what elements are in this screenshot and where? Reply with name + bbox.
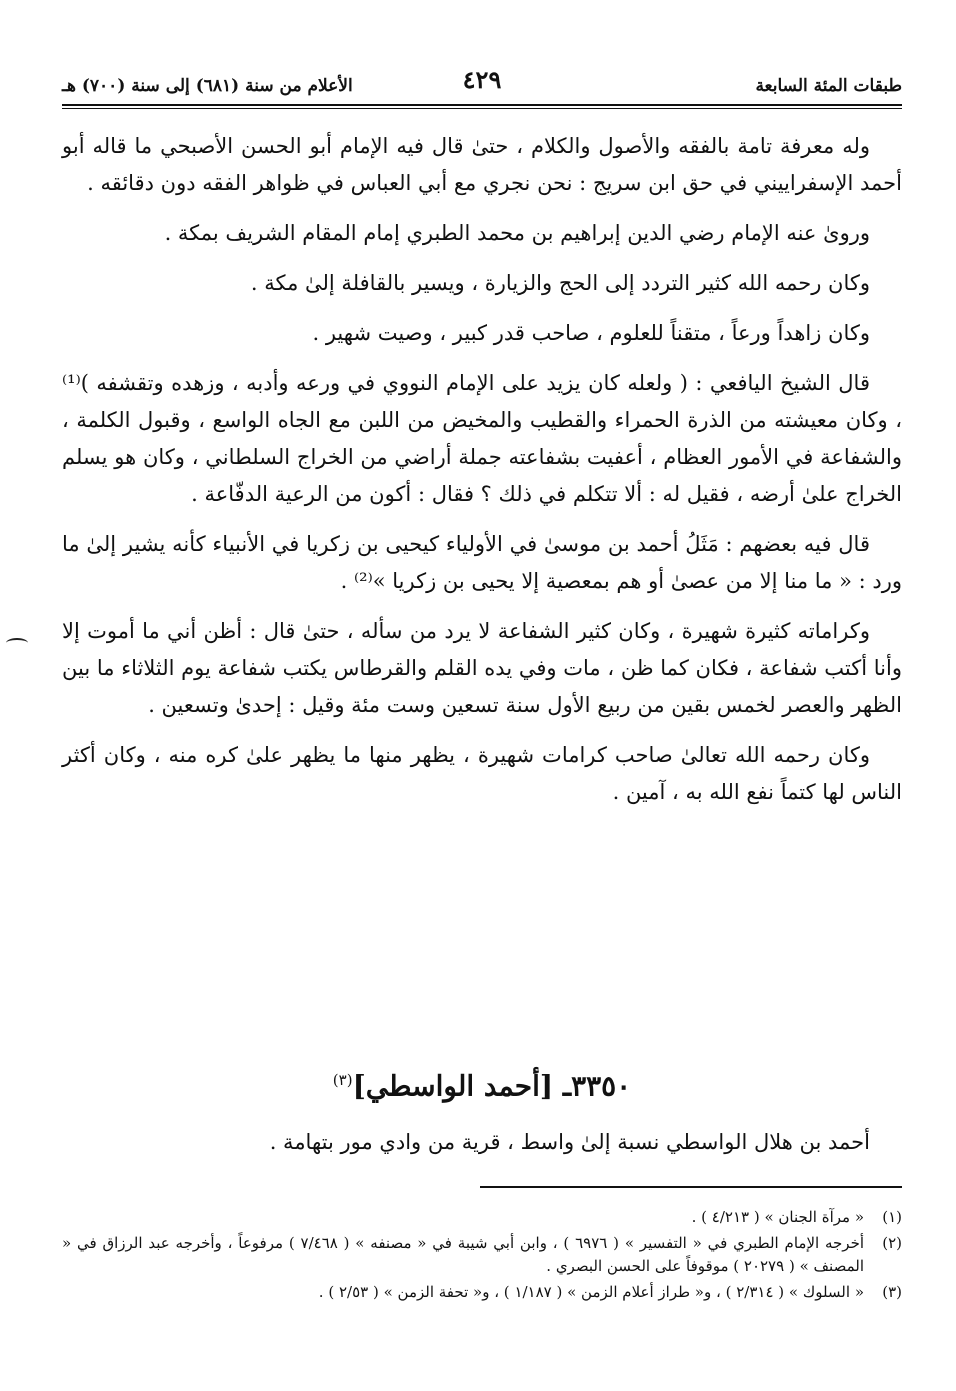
footnote [62, 1281, 902, 1304]
paragraph: وكان رحمه الله تعالىٰ صاحب كرامات شهيرة ، يظهر منها ما يظهر علىٰ كره منه ، وكان أكثر الناس لها كتماً نفع الله به ، آمين . [62, 743, 902, 804]
entry-title: ٣٣٥٠ـ [أحمد الواسطي] [352, 1069, 632, 1103]
entry-text: أحمد بن هلال الواسطي نسبة إلىٰ واسط ، قرية من وادي مور بتهامة . [269, 1130, 870, 1154]
footnote [62, 1232, 902, 1278]
margin-mark [6, 638, 28, 648]
footnote-number: (٢) [882, 1234, 902, 1252]
header-rule [62, 104, 902, 109]
main-text [62, 128, 902, 811]
footnote-text: أخرجه الإمام الطبري في « التفسير » ( ٦٩٧٦ ) ، وابن أبي شيبة في « مصنفه » ( ٧/٤٦٨ ) مرفوعاً ، وأخرجه عبد الرزاق في « المصنف » ( ٢٠٢٧٩ ) موقوفاً على الحسن البصري . [62, 1234, 865, 1275]
header-section-title: طبقات المئة السابعة [755, 76, 902, 96]
footnotes [62, 1206, 902, 1307]
footnote-text: « مرآة الجنان » ( ٤/٢١٣ ) . [691, 1208, 864, 1226]
paragraph: قال الشيخ اليافعي : ( ولعله كان يزيد على الإمام النووي في ورعه وأدبه ، وزهده وتقشفه )⁽¹⁾ ، وكان معيشته من الذرة الحمراء والقطيب والمخيض من اللبن مع الجاه الواسع ، وقبول الكلمة ، والشفاعة في الأمور العظام ، أعفيت بشفاعته جملة أراضي من الخراج السلطاني ، وكان هو يسلم الخراج علىٰ أرضه ، فقيل له : ألا تتكلم في ذلك ؟ فقال : أكون من الرعية الدفّاعة . [62, 371, 902, 506]
entry-footnote-ref: (٣) [332, 1071, 353, 1089]
footnote-number: (١) [882, 1208, 902, 1226]
paragraph: وكان رحمه الله كثير التردد إلى الحج والزيارة ، ويسير بالقافلة إلىٰ مكة . [250, 271, 870, 295]
entry-heading [62, 1058, 902, 1108]
paragraph: وروىٰ عنه الإمام رضي الدين إبراهيم بن محمد الطبري إمام المقام الشريف بمكة . [164, 221, 870, 245]
paragraph: قال فيه بعضهم : مَثَلُ أحمد بن موسىٰ في الأولياء كيحيى بن زكريا في الأنبياء كأنه يشير إلىٰ ما ورد : « ما منا إلا من عصىٰ أو هم بمعصية إلا يحيى بن زكريا »⁽²⁾ . [62, 532, 902, 593]
paragraph: وكراماته كثيرة شهيرة ، وكان كثير الشفاعة لا يرد من سأله ، حتىٰ قال : أظن أني ما أموت إلا وأنا أكتب شفاعة ، فكان كما ظن ، مات وفي يده القلم والقرطاس يكتب شفاعة يوم الثلاثاء ما بين الظهر والعصر لخمس بقين من ربيع الأول سنة تسعين وست مئة وقيل : إحدىٰ وتسعين . [62, 619, 902, 717]
header-date-range: الأعلام من سنة (٦٨١) إلى سنة (٧٠٠) هـ [62, 76, 353, 96]
running-header [62, 65, 902, 102]
page-number: ٤٢٩ [462, 65, 502, 94]
footnote-number: (٣) [882, 1283, 902, 1301]
footnote-text: « السلوك » ( ٢/٣١٤ ) ، و« طراز أعلام الزمن » ( ١/١٨٧ ) ، و« تحفة الزمن » ( ٢/٥٣ ) . [318, 1283, 864, 1301]
footnote-rule [480, 1186, 902, 1188]
paragraph: وكان زاهداً ورعاً ، متقناً للعلوم ، صاحب قدر كبير ، وصيت شهير . [312, 321, 870, 345]
paragraph: وله معرفة تامة بالفقه والأصول والكلام ، حتىٰ قال فيه الإمام أبو الحسن الأصبحي ما قاله أبو أحمد الإسفراييني في حق ابن سريج : نحن نجري مع أبي العباس في ظواهر الفقه دون دقائقه . [62, 134, 902, 195]
footnote [62, 1206, 902, 1229]
